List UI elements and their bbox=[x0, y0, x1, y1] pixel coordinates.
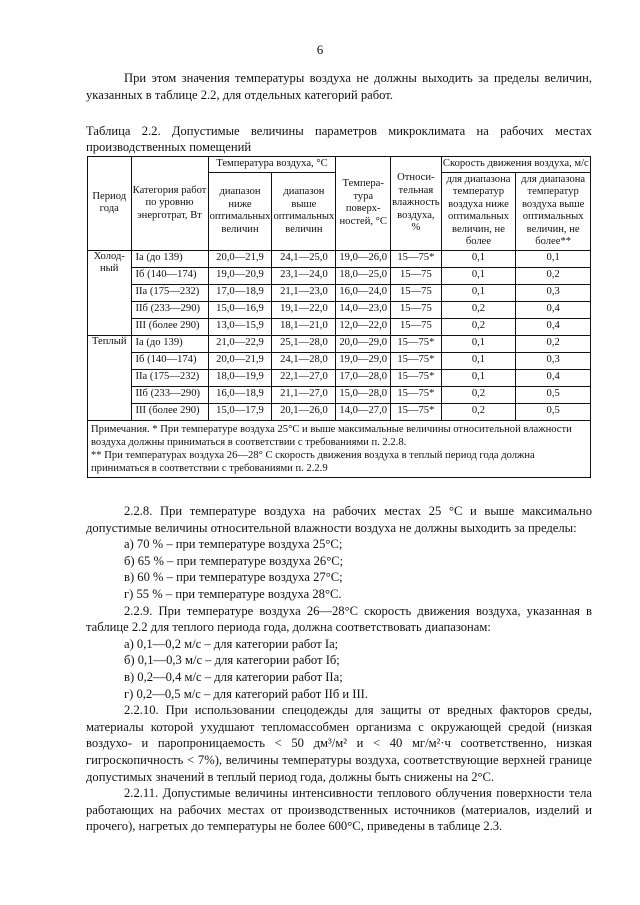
table-row bbox=[88, 250, 591, 267]
cell-category: Iа (до 139) bbox=[131, 250, 208, 267]
cell-temp-low: 20,0—21,9 bbox=[208, 352, 272, 369]
cell-temp-low: 15,0—17,9 bbox=[208, 403, 272, 420]
cell-humidity: 15—75 bbox=[391, 301, 442, 318]
table-note: Примечания. * При температуре воздуха 25°С и выше максимальные величины относительной влажности воздуха должны приниматься в соответствии с требованиями п. 2.2.8. bbox=[91, 423, 572, 448]
cell-surface: 19,0—26,0 bbox=[336, 250, 391, 267]
cell-surface: 17,0—28,0 bbox=[336, 369, 391, 386]
cell-speed-high: 0,5 bbox=[516, 403, 591, 420]
cell-surface: 16,0—24,0 bbox=[336, 284, 391, 301]
cell-temp-high: 23,1—24,0 bbox=[272, 267, 336, 284]
cell-category: Iб (140—174) bbox=[131, 267, 208, 284]
table-row bbox=[88, 369, 591, 386]
cell-temp-high: 18,1—21,0 bbox=[272, 318, 336, 335]
header-period: Период года bbox=[88, 157, 132, 251]
list-item: в) 0,2—0,4 м/с – для категории работ IIа; bbox=[124, 669, 343, 684]
cell-surface: 14,0—27,0 bbox=[336, 403, 391, 420]
cell-category: IIа (175—232) bbox=[131, 284, 208, 301]
period-warm: Теплый bbox=[88, 335, 132, 420]
cell-surface: 15,0—28,0 bbox=[336, 386, 391, 403]
cell-temp-high: 24,1—25,0 bbox=[272, 250, 336, 267]
list-item: г) 0,2—0,5 м/с – для категорий работ IIб и III. bbox=[124, 686, 369, 701]
cell-speed-low: 0,1 bbox=[441, 335, 516, 352]
table-row bbox=[88, 267, 591, 284]
cell-temp-high: 22,1—27,0 bbox=[272, 369, 336, 386]
cell-humidity: 15—75 bbox=[391, 284, 442, 301]
cell-surface: 12,0—22,0 bbox=[336, 318, 391, 335]
header-speed-above: для диапазона температур воздуха выше оптимальных величин, не более** bbox=[516, 172, 591, 250]
cell-humidity: 15—75* bbox=[391, 386, 442, 403]
cell-temp-high: 20,1—26,0 bbox=[272, 403, 336, 420]
cell-speed-low: 0,2 bbox=[441, 403, 516, 420]
page-number: 6 bbox=[316, 42, 324, 57]
table-row bbox=[88, 335, 591, 352]
header-humidity: Относи-тельная влажность воздуха, % bbox=[391, 157, 442, 251]
cell-speed-low: 0,2 bbox=[441, 301, 516, 318]
list-item: б) 0,1—0,3 м/с – для категории работ Iб; bbox=[124, 653, 340, 668]
cell-surface: 18,0—25,0 bbox=[336, 267, 391, 284]
cell-category: IIб (233—290) bbox=[131, 386, 208, 403]
cell-speed-low: 0,1 bbox=[441, 284, 516, 301]
table-row bbox=[88, 284, 591, 301]
cell-speed-low: 0,1 bbox=[441, 369, 516, 386]
cell-speed-low: 0,1 bbox=[441, 267, 516, 284]
intro-paragraph: При этом значения температуры воздуха не должны выходить за пределы величин, указанных в таблице 2.2, для отдельных категорий работ. bbox=[86, 71, 592, 102]
cell-speed-high: 0,4 bbox=[516, 369, 591, 386]
cell-speed-low: 0,2 bbox=[441, 318, 516, 335]
table-row bbox=[88, 318, 591, 335]
table-note: ** При температурах воздуха 26—28° С скорость движения воздуха в теплый период года должна приниматься в соответствии с требованиями п. 2.2.9 bbox=[91, 449, 535, 474]
cell-temp-low: 19,0—20,9 bbox=[208, 267, 272, 284]
cell-temp-low: 15,0—16,9 bbox=[208, 301, 272, 318]
cell-speed-high: 0,1 bbox=[516, 250, 591, 267]
cell-speed-high: 0,3 bbox=[516, 284, 591, 301]
body-text bbox=[86, 503, 592, 835]
cell-temp-high: 19,1—22,0 bbox=[272, 301, 336, 318]
cell-category: III (более 290) bbox=[131, 403, 208, 420]
paragraph-2-2-8: 2.2.8. При температуре воздуха на рабочих местах 25 °С и выше максимально допустимые величины относительной влажности воздуха не должны выходить за пределы: bbox=[86, 504, 592, 535]
cell-humidity: 15—75* bbox=[391, 250, 442, 267]
cell-category: IIа (175—232) bbox=[131, 369, 208, 386]
cell-speed-high: 0,4 bbox=[516, 301, 591, 318]
cell-category: Iа (до 139) bbox=[131, 335, 208, 352]
cell-humidity: 15—75* bbox=[391, 369, 442, 386]
cell-speed-high: 0,2 bbox=[516, 335, 591, 352]
cell-humidity: 15—75* bbox=[391, 352, 442, 369]
cell-temp-low: 21,0—22,9 bbox=[208, 335, 272, 352]
cell-humidity: 15—75 bbox=[391, 267, 442, 284]
cell-humidity: 15—75* bbox=[391, 403, 442, 420]
cell-temp-high: 21,1—27,0 bbox=[272, 386, 336, 403]
microclimate-table bbox=[87, 156, 591, 478]
list-item: а) 0,1—0,2 м/с – для категории работ Iа; bbox=[124, 636, 339, 651]
table-row bbox=[88, 301, 591, 318]
cell-temp-low: 17,0—18,9 bbox=[208, 284, 272, 301]
paragraph-2-2-11: 2.2.11. Допустимые величины интенсивности теплового облучения поверхности тела работающих на рабочих местах от производственных источников (материалов, изделий и прочего), нагретых до температуры не более 600°С, приведены в таблице 2.3. bbox=[86, 786, 592, 834]
table-row bbox=[88, 403, 591, 420]
table-notes bbox=[88, 420, 591, 477]
cell-humidity: 15—75* bbox=[391, 335, 442, 352]
header-air-temp-above: диапазон выше оптимальных величин bbox=[272, 172, 336, 250]
header-surface-temp: Темпера-тура поверх-ностей, °С bbox=[336, 157, 391, 251]
cell-speed-low: 0,2 bbox=[441, 386, 516, 403]
table-row bbox=[88, 386, 591, 403]
table-row bbox=[88, 352, 591, 369]
list-item: в) 60 % – при температуре воздуха 27°С; bbox=[124, 570, 343, 585]
cell-speed-high: 0,2 bbox=[516, 267, 591, 284]
cell-temp-high: 21,1—23,0 bbox=[272, 284, 336, 301]
header-speed-below: для диапазона температур воздуха ниже оптимальных величин, не более bbox=[441, 172, 516, 250]
period-cold: Холод-ный bbox=[88, 250, 132, 335]
cell-category: III (более 290) bbox=[131, 318, 208, 335]
cell-speed-high: 0,5 bbox=[516, 386, 591, 403]
cell-speed-high: 0,3 bbox=[516, 352, 591, 369]
paragraph-2-2-10: 2.2.10. При использовании спецодежды для защиты от вредных факторов среды, материалы которой ухудшают тепломассобмен организма с окружающей средой (низкая воздухо- и паропроницаемость < 50 дм³/м² и < 40 мг/м²·ч соответственно, низкая гигроскопичность < 7%), величины температуры воздуха, соответствующие верхней границе допустимых значений в теплый период года, должны быть снижены на 2°С. bbox=[86, 703, 592, 784]
list-item: а) 70 % – при температуре воздуха 25°С; bbox=[124, 537, 343, 552]
cell-surface: 20,0—29,0 bbox=[336, 335, 391, 352]
cell-temp-low: 20,0—21,9 bbox=[208, 250, 272, 267]
cell-temp-low: 18,0—19,9 bbox=[208, 369, 272, 386]
cell-temp-low: 13,0—15,9 bbox=[208, 318, 272, 335]
table-caption: Таблица 2.2. Допустимые величины параметров микроклимата на рабочих местах производственных помещений bbox=[86, 124, 592, 154]
header-air-speed: Скорость движения воздуха, м/с bbox=[441, 157, 590, 173]
cell-category: IIб (233—290) bbox=[131, 301, 208, 318]
cell-category: Iб (140—174) bbox=[131, 352, 208, 369]
list-item: б) 65 % – при температуре воздуха 26°С; bbox=[124, 553, 344, 568]
cell-surface: 14,0—23,0 bbox=[336, 301, 391, 318]
cell-speed-high: 0,4 bbox=[516, 318, 591, 335]
cell-humidity: 15—75 bbox=[391, 318, 442, 335]
cell-temp-high: 24,1—28,0 bbox=[272, 352, 336, 369]
header-category: Категория работ по уровню энерготрат, Вт bbox=[131, 157, 208, 251]
header-air-temp-below: диапазон ниже оптимальных величин bbox=[208, 172, 272, 250]
cell-speed-low: 0,1 bbox=[441, 250, 516, 267]
cell-temp-low: 16,0—18,9 bbox=[208, 386, 272, 403]
cell-speed-low: 0,1 bbox=[441, 352, 516, 369]
cell-surface: 19,0—29,0 bbox=[336, 352, 391, 369]
cell-temp-high: 25,1—28,0 bbox=[272, 335, 336, 352]
header-air-temp: Температура воздуха, °С bbox=[208, 157, 336, 173]
paragraph-2-2-9: 2.2.9. При температуре воздуха 26—28°С скорость движения воздуха, указанная в таблице 2.2 для теплого периода года, должна соответствовать диапазонам: bbox=[86, 603, 592, 635]
list-item: г) 55 % – при температуре воздуха 28°С. bbox=[124, 586, 342, 601]
